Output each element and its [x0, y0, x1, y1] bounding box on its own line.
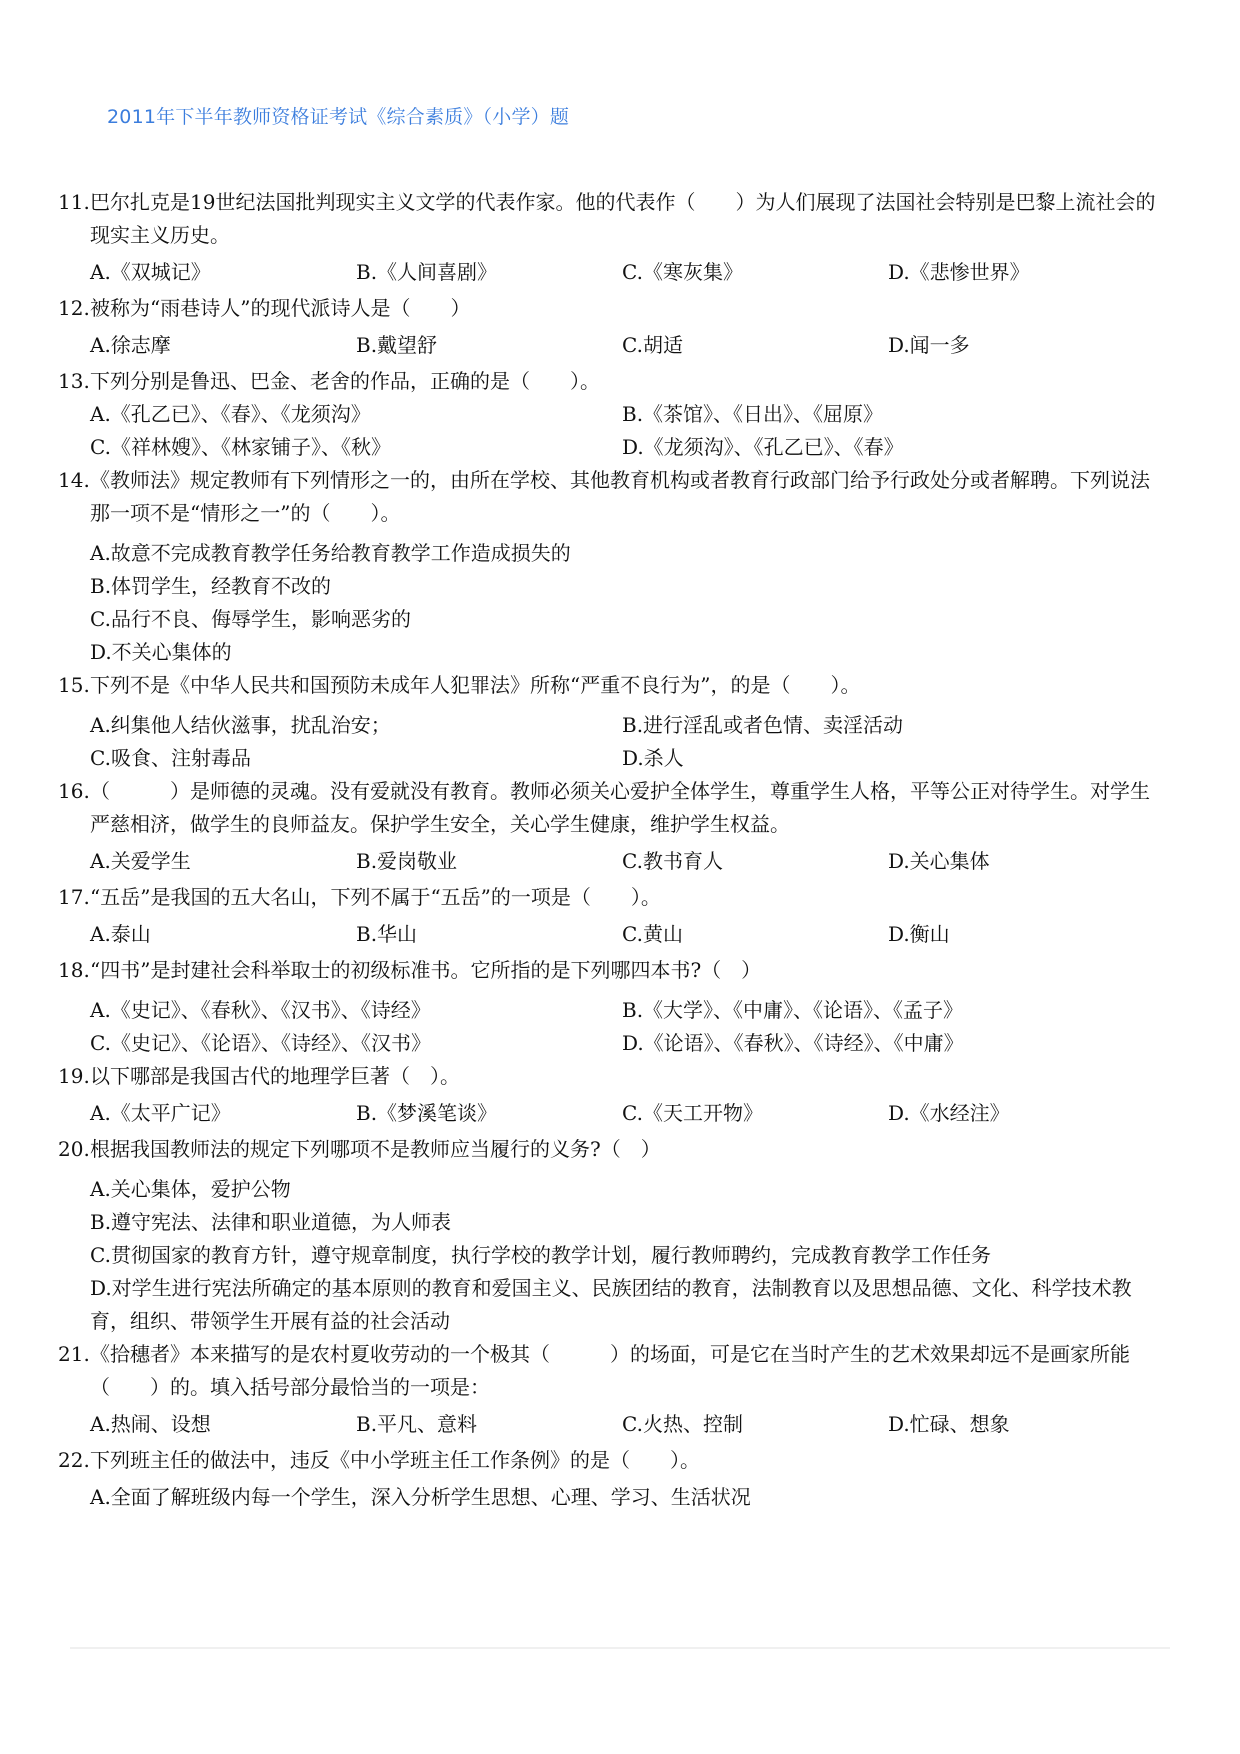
option-c: C.《祥林嫂》、《林家铺子》、《秋》 [90, 435, 391, 459]
question-stem: （ ）是师德的灵魂。没有爱就没有教育。教师必须关心爱护全体学生，尊重学生人格，平等公正对待学生。对学生严慈相济，做学生的良师益友。保护学生安全，关心学生健康，维护学生权益。 [90, 779, 1150, 836]
option-c: C.黄山 [622, 921, 683, 946]
option-a: A.泰山 [90, 921, 151, 946]
option-b: B.《梦溪笔谈》 [356, 1100, 498, 1125]
option-b: B.进行淫乱或者色情、卖淫活动 [622, 713, 904, 737]
question-number: 14. [58, 468, 90, 492]
option-c: C.《史记》、《论语》、《诗经》、《汉书》 [90, 1031, 431, 1055]
question-stem: 《拾穗者》本来描写的是农村夏收劳动的一个极其（ ）的场面，可是它在当时产生的艺术效果却远不是画家所能（ ）的。填入括号部分最恰当的一项是： [90, 1342, 1130, 1399]
question-stem: 下列班主任的做法中，违反《中小学班主任工作条例》的是（ ）。 [90, 1448, 700, 1472]
option-c: C.《天工开物》 [622, 1100, 763, 1125]
option-b: B.平凡、意料 [356, 1411, 478, 1436]
option-d: D.闻一多 [888, 332, 970, 357]
question-14 [58, 464, 1168, 669]
option-a: A.纠集他人结伙滋事，扰乱治安； [90, 713, 391, 737]
option-d: D.杀人 [622, 746, 684, 770]
option-b: B.戴望舒 [356, 332, 438, 357]
option-c: C.教书育人 [622, 848, 723, 873]
question-20 [58, 1133, 1168, 1338]
option-b: B.《茶馆》、《日出》、《屈原》 [622, 402, 884, 426]
question-11 [58, 186, 1168, 292]
option-c: C.胡适 [622, 332, 683, 357]
question-stem: 下列不是《中华人民共和国预防未成年人犯罪法》所称“严重不良行为”，的是（ ）。 [90, 673, 861, 697]
option-b: B.华山 [356, 921, 418, 946]
question-number: 13. [58, 369, 90, 393]
question-number: 19. [58, 1064, 90, 1088]
question-number: 17. [58, 885, 90, 909]
question-19 [58, 1060, 1168, 1133]
question-stem: “五岳”是我国的五大名山，下列不属于“五岳”的一项是（ ）。 [90, 885, 661, 909]
question-stem: 被称为“雨巷诗人”的现代派诗人是（ ） [90, 296, 471, 320]
option-a: A.全面了解班级内每一个学生，深入分析学生思想、心理、学习、生活状况 [90, 1484, 751, 1509]
option-d: D.忙碌、想象 [888, 1411, 1010, 1436]
option-d: D.《悲惨世界》 [888, 259, 1030, 284]
document-title: 2011年下半年教师资格证考试《综合素质》（小学）题 [107, 106, 570, 128]
question-stem: 巴尔扎克是19世纪法国批判现实主义文学的代表作家。他的代表作（ ）为人们展现了法国社会特别是巴黎上流社会的现实主义历史。 [90, 190, 1156, 247]
option-a: A.《孔乙已》、《春》、《龙须沟》 [90, 402, 371, 426]
question-number: 22. [58, 1448, 90, 1472]
option-d: D.《水经注》 [888, 1100, 1010, 1125]
option-c: C.贯彻国家的教育方针，遵守规章制度，执行学校的教学计划，履行教师聘约，完成教育教学工作任务 [90, 1243, 991, 1267]
question-stem: 《教师法》规定教师有下列情形之一的，由所在学校、其他教育机构或者教育行政部门给予行政处分或者解聘。下列说法那一项不是“情形之一”的（ ）。 [90, 468, 1150, 525]
question-stem: 下列分别是鲁迅、巴金、老舍的作品，正确的是（ ）。 [90, 369, 600, 393]
question-number: 11. [58, 190, 90, 214]
option-b: B.体罚学生，经教育不改的 [90, 574, 332, 598]
question-stem: “四书”是封建社会科举取士的初级标准书。它所指的是下列哪四本书?（ ） [90, 958, 762, 982]
option-a: A.关心集体，爱护公物 [90, 1177, 291, 1201]
option-c: C.火热、控制 [622, 1411, 743, 1436]
option-c: C.《寒灰集》 [622, 259, 743, 284]
page-footer-divider [70, 1647, 1170, 1649]
option-a: A.徐志摩 [90, 332, 171, 357]
option-d: D.衡山 [888, 921, 950, 946]
option-d: D.《龙须沟》、《孔乙已》、《春》 [622, 435, 904, 459]
question-number: 21. [58, 1342, 90, 1366]
option-c: C.吸食、注射毒品 [90, 746, 251, 770]
option-b: B.《大学》、《中庸》、《论语》、《孟子》 [622, 998, 964, 1022]
option-d: D.不关心集体的 [90, 640, 232, 664]
question-13 [58, 365, 1168, 464]
option-a: A.《史记》、《春秋》、《汉书》、《诗经》 [90, 998, 431, 1022]
question-12 [58, 292, 1168, 365]
question-22 [58, 1444, 1168, 1517]
question-18 [58, 954, 1168, 1060]
question-number: 16. [58, 779, 90, 803]
question-21 [58, 1338, 1168, 1444]
option-a: A.关爱学生 [90, 848, 191, 873]
question-stem: 以下哪部是我国古代的地理学巨著（ ）。 [90, 1064, 460, 1088]
option-d: D.《论语》、《春秋》、《诗经》、《中庸》 [622, 1031, 964, 1055]
question-number: 12. [58, 296, 90, 320]
question-stem: 根据我国教师法的规定下列哪项不是教师应当履行的义务?（ ） [90, 1137, 661, 1161]
option-d: D.关心集体 [888, 848, 990, 873]
question-16 [58, 775, 1168, 881]
option-a: A.《双城记》 [90, 259, 211, 284]
option-b: B.遵守宪法、法律和职业道德，为人师表 [90, 1210, 452, 1234]
option-d: D.对学生进行宪法所确定的基本原则的教育和爱国主义、民族团结的教育，法制教育以及思想品德、文化、科学技术教育，组织、带领学生开展有益的社会活动 [90, 1276, 1132, 1333]
question-17 [58, 881, 1168, 954]
option-a: A.《太平广记》 [90, 1100, 231, 1125]
question-number: 15. [58, 673, 90, 697]
option-a: A.故意不完成教育教学任务给教育教学工作造成损失的 [90, 541, 571, 565]
question-number: 18. [58, 958, 90, 982]
option-b: B.爱岗敬业 [356, 848, 458, 873]
option-c: C.品行不良、侮辱学生，影响恶劣的 [90, 607, 411, 631]
question-number: 20. [58, 1137, 90, 1161]
question-list [58, 186, 1168, 1517]
option-b: B.《人间喜剧》 [356, 259, 498, 284]
option-a: A.热闹、设想 [90, 1411, 211, 1436]
question-15 [58, 669, 1168, 775]
